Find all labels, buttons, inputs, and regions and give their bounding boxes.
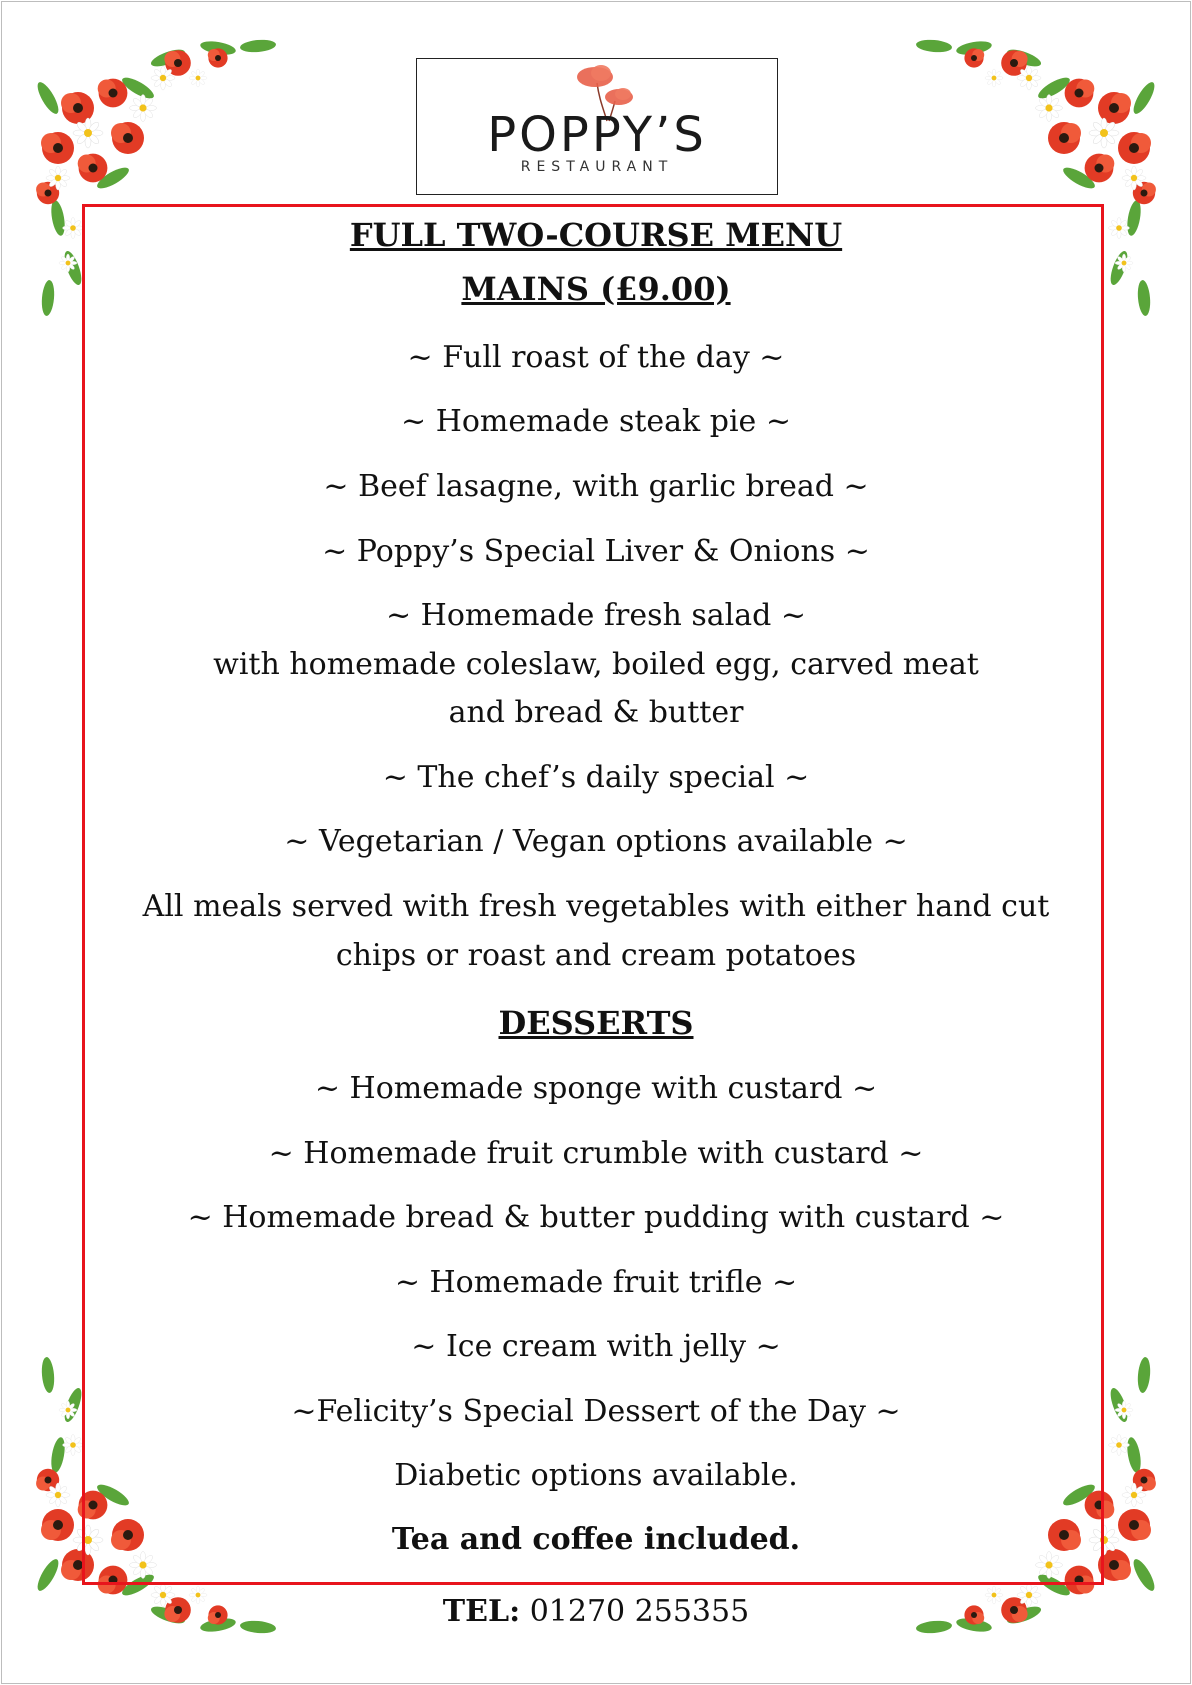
desserts-heading: DESSERTS xyxy=(498,1004,694,1042)
logo-subtitle: RESTAURANT xyxy=(520,159,674,175)
logo-wordmark: POPPY’S xyxy=(487,107,707,163)
mains-item: ~ Homemade steak pie ~ xyxy=(401,404,791,439)
dessert-item: ~ Homemade fruit crumble with custard ~ xyxy=(268,1136,924,1171)
mains-item: ~ Full roast of the day ~ xyxy=(407,340,785,375)
dessert-item: ~ Homemade sponge with custard ~ xyxy=(314,1071,878,1106)
drinks-note: Tea and coffee included. xyxy=(391,1522,801,1557)
mains-item: ~ Vegetarian / Vegan options available ~ xyxy=(284,824,908,859)
contact-line xyxy=(88,1594,1104,1629)
menu-title: FULL TWO-COURSE MENU xyxy=(349,216,843,254)
phone-label: TEL: xyxy=(442,1594,521,1629)
restaurant-logo xyxy=(416,58,778,195)
mains-item-detail: with homemade coleslaw, boiled egg, carved meat xyxy=(213,647,979,682)
phone-number: 01270 255355 xyxy=(520,1594,750,1629)
mains-note: chips or roast and cream potatoes xyxy=(335,938,857,973)
mains-item: ~ Homemade fresh salad ~ xyxy=(385,598,806,633)
mains-item: ~ Poppy’s Special Liver & Onions ~ xyxy=(322,534,870,569)
mains-item: ~ Beef lasagne, with garlic bread ~ xyxy=(323,469,869,504)
dessert-item: ~ Ice cream with jelly ~ xyxy=(411,1329,781,1364)
mains-item-detail: and bread & butter xyxy=(448,695,744,730)
dessert-item: ~ Homemade fruit trifle ~ xyxy=(394,1265,798,1300)
mains-note: All meals served with fresh vegetables with either hand cut xyxy=(142,889,1050,924)
diabetic-note: Diabetic options available. xyxy=(394,1458,798,1493)
mains-heading: MAINS (£9.00) xyxy=(461,270,731,308)
dessert-item: ~ Homemade bread & butter pudding with custard ~ xyxy=(187,1200,1005,1235)
dessert-item: ~Felicity’s Special Dessert of the Day ~ xyxy=(291,1394,901,1429)
mains-item: ~ The chef’s daily special ~ xyxy=(382,760,810,795)
